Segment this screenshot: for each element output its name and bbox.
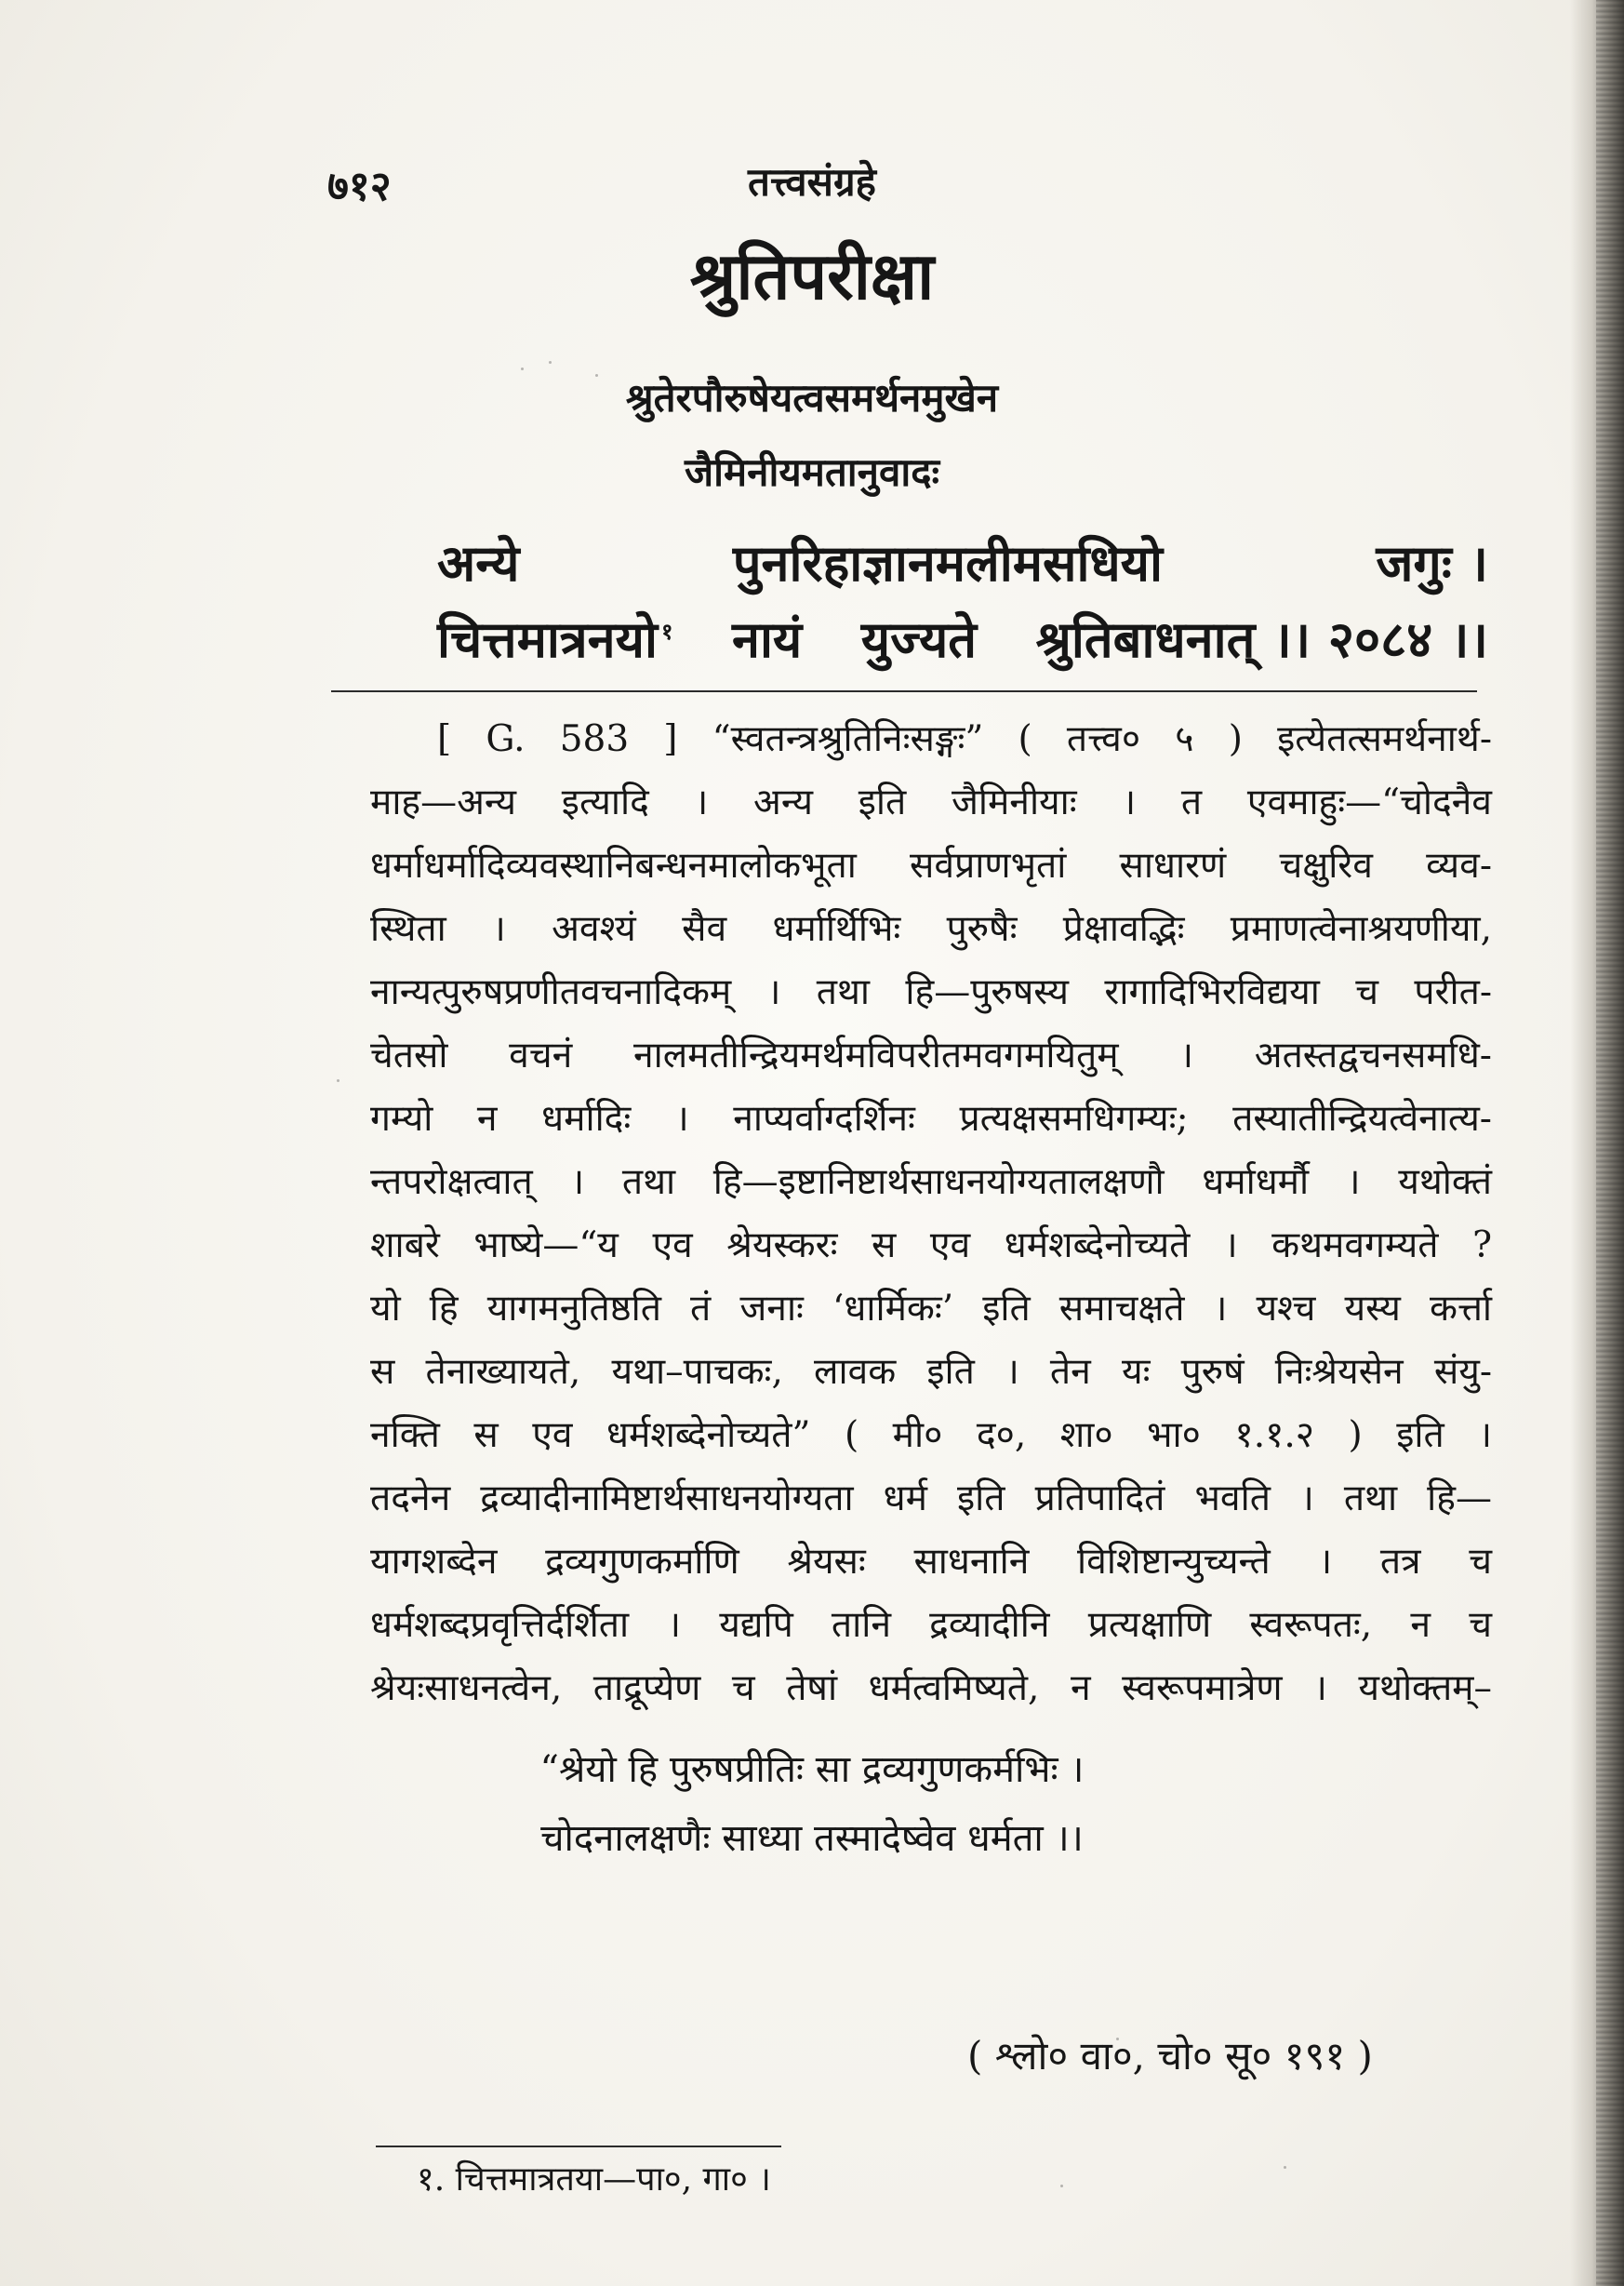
scan-speck xyxy=(337,1079,339,1082)
verse-word: युज्यते xyxy=(860,609,978,669)
verse-word: अन्ये xyxy=(437,533,520,593)
verse-line-2 xyxy=(437,603,1488,672)
commentary-line: नक्ति स एव धर्मशब्देनोच्यते” ( मी० द०, शा० भा० १.१.२ ) इति । xyxy=(370,1414,1492,1456)
scan-speck xyxy=(521,368,524,370)
page-number: ७१२ xyxy=(327,163,392,210)
book-spine-edge xyxy=(1596,0,1624,2286)
commentary-line: श्रेयःसाधनत्वेन, ताद्रूप्येण च तेषां धर्मत्वमिष्यते, न स्वरूपमात्रेण । यथोक्तम्– xyxy=(370,1667,1492,1709)
verse-word xyxy=(437,603,672,672)
scan-speck xyxy=(1060,2185,1063,2187)
verse-word: श्रुतिबाधनात् ।। २०८४ ।। xyxy=(1035,609,1488,669)
commentary-line: शाबरे भाष्ये—“य एव श्रेयस्करः स एव धर्मशब्देनोच्यते । कथमवगम्यते ? xyxy=(370,1224,1492,1266)
footnote-rule xyxy=(376,2146,781,2147)
quoted-verse-line-2: चोदनालक्षणैः साध्या तस्मादेष्वेव धर्मता ।। xyxy=(540,1817,1084,1860)
commentary-line: धर्माधर्मादिव्यवस्थानिबन्धनमालोकभूता सर्वप्राणभृतां साधारणं चक्षुरिव व्यव- xyxy=(370,845,1492,887)
scan-speck xyxy=(549,361,552,364)
commentary-line: माह—अन्य इत्यादि । अन्य इति जैमिनीयाः । त एवमाहुः—“चोदनैव xyxy=(370,782,1492,823)
verse-separator-rule xyxy=(331,690,1477,692)
commentary-line: चेतसो वचनं नालमतीन्द्रियमर्थमविपरीतमवगमयितुम् । अतस्तद्वचनसमधि- xyxy=(370,1035,1492,1076)
commentary-line: गम्यो न धर्मादिः । नाप्यर्वाग्दर्शिनः प्रत्यक्षसमधिगम्यः; तस्यातीन्द्रियत्वेनात्य- xyxy=(370,1098,1492,1140)
commentary-line: स तेनाख्यायते, यथा–पाचकः, लावक इति । तेन यः पुरुषं निःश्रेयसेन संयु- xyxy=(370,1351,1492,1393)
commentary-line: यागशब्देन द्रव्यगुणकर्माणि श्रेयसः साधनानि विशिष्टान्युच्यन्ते । तत्र च xyxy=(370,1541,1492,1583)
quoted-verse-line-1: “श्रेयो हि पुरुषप्रीतिः सा द्रव्यगुणकर्मभिः । xyxy=(539,1748,1085,1791)
scan-speck xyxy=(1284,2166,1286,2169)
verse-word-text: चित्तमात्रनयो xyxy=(437,609,658,669)
verse-line-1 xyxy=(437,527,1488,595)
quote-citation: ( श्लो० वा०, चो० सू० १९१ ) xyxy=(967,2033,1373,2079)
verse-word: नायं xyxy=(731,609,803,669)
commentary-line: नान्यत्पुरुषप्रणीतवचनादिकम् । तथा हि—पुरुषस्य रागादिभिरविद्यया च परीत- xyxy=(370,971,1492,1013)
running-head: तत्त्वसंग्रहे xyxy=(748,159,876,205)
footnote-marker: १ xyxy=(660,618,673,645)
commentary-line: तदनेन द्रव्यादीनामिष्टार्थसाधनयोग्यता धर्म इति प्रतिपादितं भवति । तथा हि— xyxy=(370,1477,1492,1519)
commentary-line: [ G. 583 ] “स्वतन्त्रश्रुतिनिःसङ्गः” ( तत्त्व० ५ ) इत्येतत्समर्थनार्थ- xyxy=(437,718,1492,760)
footnote: १. चित्तमात्रतया—पा०, गा० । xyxy=(417,2160,771,2199)
commentary-line: स्थिता । अवश्यं सैव धर्मार्थिभिः पुरुषैः प्रेक्षावद्भिः प्रमाणत्वेनाश्रयणीया, xyxy=(370,908,1492,950)
section-subtitle-2: जैमिनीयमतानुवादः xyxy=(685,449,939,495)
verse-word: जगुः । xyxy=(1376,533,1488,593)
verse-word: पुनरिहाज्ञानमलीमसधियो xyxy=(732,533,1163,593)
commentary-line: न्तपरोक्षत्वात् । तथा हि—इष्टानिष्टार्थसाधनयोग्यतालक्षणौ धर्माधर्मौ । यथोक्तं xyxy=(370,1161,1492,1203)
commentary-line: यो हि यागमनुतिष्ठति तं जनाः ‘धार्मिकः’ इति समाचक्षते । यश्च यस्य कर्त्ता xyxy=(370,1288,1492,1330)
section-title: श्रुतिपरीक्षा xyxy=(689,237,935,314)
scan-speck xyxy=(595,374,598,377)
scan-speck xyxy=(1116,2038,1119,2040)
commentary-line: धर्मशब्दप्रवृत्तिर्दर्शिता । यद्यपि तानि द्रव्यादीनि प्रत्यक्षाणि स्वरूपतः, न च xyxy=(370,1604,1492,1646)
section-subtitle-1: श्रुतेरपौरुषेयत्वसमर्थनमुखेन xyxy=(625,375,999,421)
